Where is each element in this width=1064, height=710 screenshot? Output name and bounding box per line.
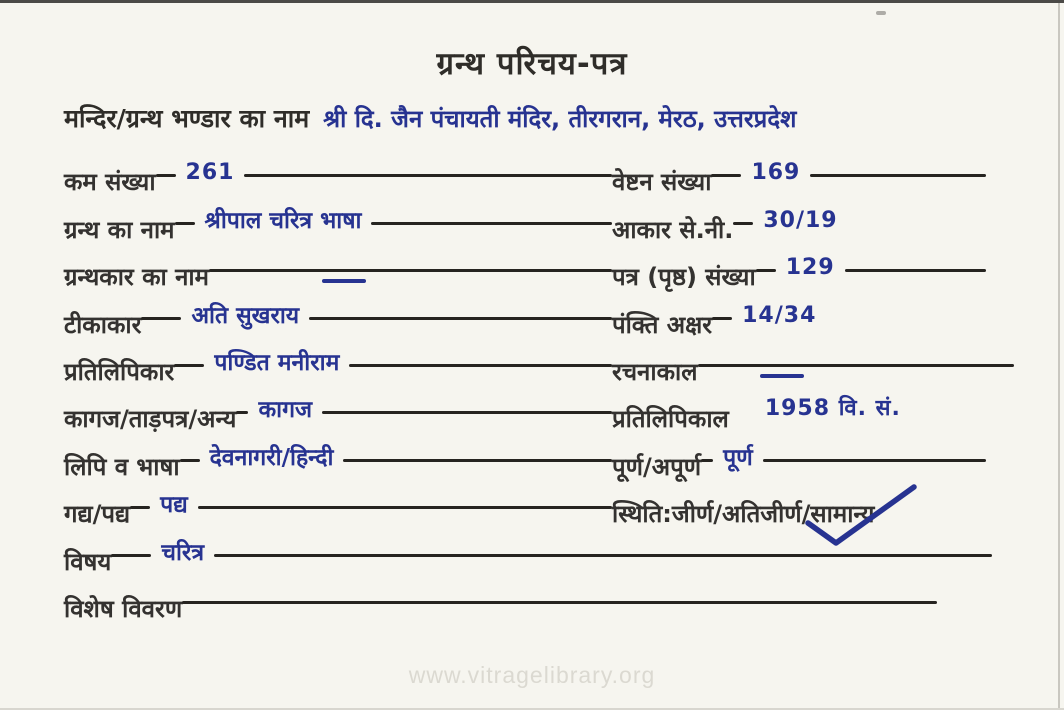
commentator-label: टीकाकार: [64, 310, 142, 339]
rule-line: [198, 506, 612, 509]
copy-date-value: 1958 वि. सं.: [764, 396, 901, 422]
field-material: [64, 392, 612, 434]
prose-verse-label: गद्य/पद्य: [64, 500, 131, 529]
rule-line: [845, 269, 986, 272]
rule-line: [156, 174, 176, 177]
rule-line: [763, 459, 986, 462]
row-bookname-size: [64, 197, 1022, 244]
rule-line: [701, 459, 713, 462]
field-author-name: [64, 262, 612, 292]
copyist-value: पण्डित मनीराम: [214, 349, 340, 376]
row-material-copydate: [64, 387, 1022, 434]
material-label: कागज/ताड़पत्र/अन्य: [64, 405, 237, 434]
scan-speck: [876, 11, 886, 15]
ink-dash-blank: [760, 374, 804, 378]
temple-name-value: श्री दि. जैन पंचायती मंदिर, तीरगरान, मेरठ, उत्तरप्रदेश: [323, 105, 797, 133]
field-script-language: [64, 440, 612, 482]
serial-number-label: कम संख्या: [64, 168, 156, 197]
rule-line: [141, 317, 181, 320]
leaf-page-count-label: पत्र (पृष्ठ) संख्या: [612, 263, 756, 292]
field-composition-date: [612, 357, 1022, 387]
veshtan-number-label: वेष्टन संख्या: [612, 168, 712, 197]
rule-line: [698, 364, 1014, 367]
row-author-pages: [64, 245, 1022, 292]
lines-chars-label: पंक्ति अक्षर: [612, 310, 713, 339]
catalog-form: [64, 150, 1022, 624]
row-subject: [64, 529, 1022, 576]
condition-label-prefix: स्थिति:जीर्ण/अतिजीर्ण/: [612, 500, 811, 529]
row-commentator-lines: [64, 292, 1022, 339]
rule-line: [180, 459, 200, 462]
rule-line: [244, 174, 612, 177]
rule-line: [309, 317, 612, 320]
veshtan-number-value: 169: [751, 160, 801, 186]
script-language-value: देवनागरी/हिन्दी: [209, 444, 334, 471]
page-title: ग्रन्थ परिचय-पत्र: [436, 46, 628, 82]
row-prose-condition: [64, 482, 1022, 529]
composition-date-label: रचनाकाल: [612, 357, 698, 386]
row-script-complete: [64, 434, 1022, 481]
special-details-label: विशेष विवरण: [64, 594, 183, 623]
field-book-name: [64, 203, 612, 245]
watermark: www.vitragelibrary.org: [408, 662, 656, 688]
book-name-label: ग्रन्थ का नाम: [64, 215, 175, 244]
lines-chars-value: 14/34: [742, 302, 817, 328]
rule-line: [209, 269, 612, 272]
temple-name-label: मन्दिर/ग्रन्थ भण्डार का नाम: [64, 104, 310, 133]
serial-number-value: 261: [185, 160, 235, 186]
rule-line: [175, 222, 195, 225]
rule-line: [182, 601, 937, 604]
rule-line: [174, 364, 204, 367]
temple-name-row: [64, 101, 1024, 135]
material-value: कागज: [258, 397, 313, 424]
field-copy-date: [612, 392, 1022, 434]
condition-checked-option: [810, 499, 874, 529]
rule-line: [371, 222, 612, 225]
rule-line: [322, 411, 612, 414]
field-condition: [612, 499, 1022, 529]
field-prose-verse: [64, 487, 612, 529]
field-veshtan-number: [612, 160, 1022, 197]
size-cm-label: आकार से.नी.: [612, 215, 734, 244]
book-name-value: श्रीपाल चरित्र भाषा: [204, 207, 362, 234]
field-lines-chars: [612, 303, 1022, 340]
subject-label: विषय: [64, 547, 112, 576]
complete-status-value: पूर्ण: [723, 444, 753, 471]
row-special-details: [64, 577, 1022, 624]
copyist-label: प्रतिलिपिकार: [64, 357, 175, 386]
rule-line: [712, 317, 732, 320]
subject-value: चरित्र: [161, 539, 205, 566]
rule-line: [733, 222, 753, 225]
rule-line: [236, 411, 248, 414]
rule-line: [711, 174, 741, 177]
field-leaf-page-count: [612, 255, 1022, 292]
condition-option-text: सामान्य: [810, 500, 875, 529]
copy-date-label: प्रतिलिपिकाल: [612, 405, 729, 434]
field-serial-number: [64, 160, 612, 197]
ink-dash-blank: [322, 279, 366, 283]
field-commentator: [64, 298, 612, 340]
rule-line: [349, 364, 612, 367]
field-size-cm: [612, 208, 1022, 245]
rule-line: [810, 174, 986, 177]
author-name-label: ग्रन्थकार का नाम: [64, 263, 209, 292]
leaf-page-count-value: 129: [785, 255, 835, 281]
rule-line: [111, 554, 151, 557]
commentator-value: अति सुखराय: [191, 302, 300, 329]
rule-line: [130, 506, 150, 509]
size-cm-value: 30/19: [763, 207, 838, 233]
complete-status-label: पूर्ण/अपूर्ण: [612, 452, 702, 481]
row-copyist-composition: [64, 340, 1022, 387]
scan-top-edge: [0, 0, 1064, 3]
rule-line: [214, 554, 992, 557]
rule-line: [756, 269, 776, 272]
script-language-label: लिपि व भाषा: [64, 452, 180, 481]
rule-line: [343, 459, 612, 462]
field-copyist: [64, 345, 612, 387]
prose-verse-value: पद्य: [160, 492, 188, 519]
row-serial-veshtan: [64, 150, 1022, 197]
field-complete-status: [612, 440, 1022, 482]
scan-right-edge: [1058, 3, 1060, 710]
